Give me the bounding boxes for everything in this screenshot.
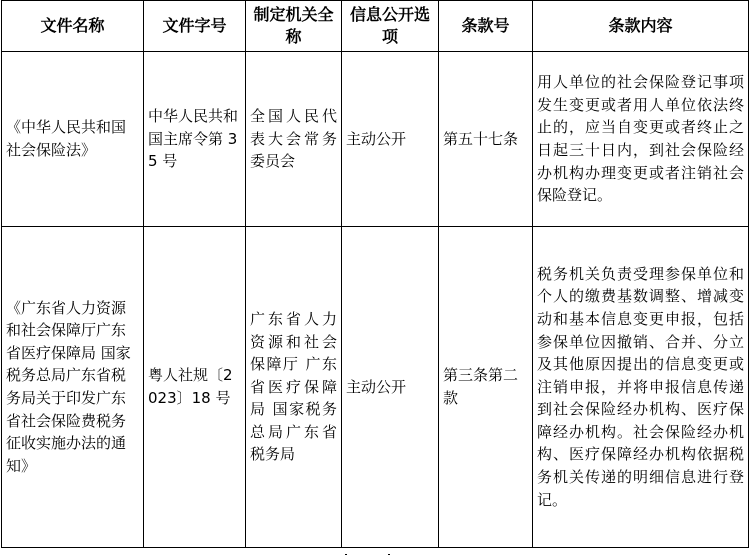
- cell-file-name: 《广东省人力资源和社会保障厅广东省医疗保障局 国家税务总局广东省税务局关于印发广东省社会保险费税务征收实施办法的通知》: [2, 227, 144, 548]
- table-header-row: [2, 1, 749, 52]
- header-file-number: 文件字号: [144, 1, 246, 52]
- header-disclosure-option: 信息公开选项: [342, 1, 439, 52]
- header-file-name: 文件名称: [2, 1, 144, 52]
- header-article-number: 条款号: [439, 1, 533, 52]
- cell-article-content: 税务机关负责受理参保单位和个人的缴费基数调整、增减变动和基本信息变更申报，包括参保单位因撤销、合并、分立及其他原因提出的信息变更或注销申报，并将申报信息传递到社会保险经办机构、医疗保障经办机构。社会保险经办机构、医疗保障经办机构依据税务机关传递的明细信息进行登记。: [533, 227, 749, 548]
- table-row: [2, 52, 749, 227]
- cell-disclosure-option: 主动公开: [342, 227, 439, 548]
- cell-issuing-authority: 全国人民代表大会常务委员会: [246, 52, 342, 227]
- header-issuing-authority: 制定机关全称: [246, 1, 342, 52]
- cell-article-number: 第三条第二款: [439, 227, 533, 548]
- cell-file-number: 粤人社规〔2023〕18 号: [144, 227, 246, 548]
- cell-article-number: 第五十七条: [439, 52, 533, 227]
- policy-table: [1, 0, 749, 548]
- cell-file-number: 中华人民共和国主席令第 35 号: [144, 52, 246, 227]
- cell-issuing-authority: 广东省人力资源和社会保障厅 广东省医疗保障局 国家税务总局广东省税务局: [246, 227, 342, 548]
- header-article-content: 条款内容: [533, 1, 749, 52]
- cell-disclosure-option: 主动公开: [342, 52, 439, 227]
- trailing-rule-right: [388, 554, 390, 557]
- trailing-rule-left: [345, 554, 347, 557]
- cell-file-name: 《中华人民共和国社会保险法》: [2, 52, 144, 227]
- cell-article-content: 用人单位的社会保险登记事项发生变更或者用人单位依法终止的，应当自变更或者终止之日起三十日内，到社会保险经办机构办理变更或者注销社会保险登记。: [533, 52, 749, 227]
- table-row: [2, 227, 749, 548]
